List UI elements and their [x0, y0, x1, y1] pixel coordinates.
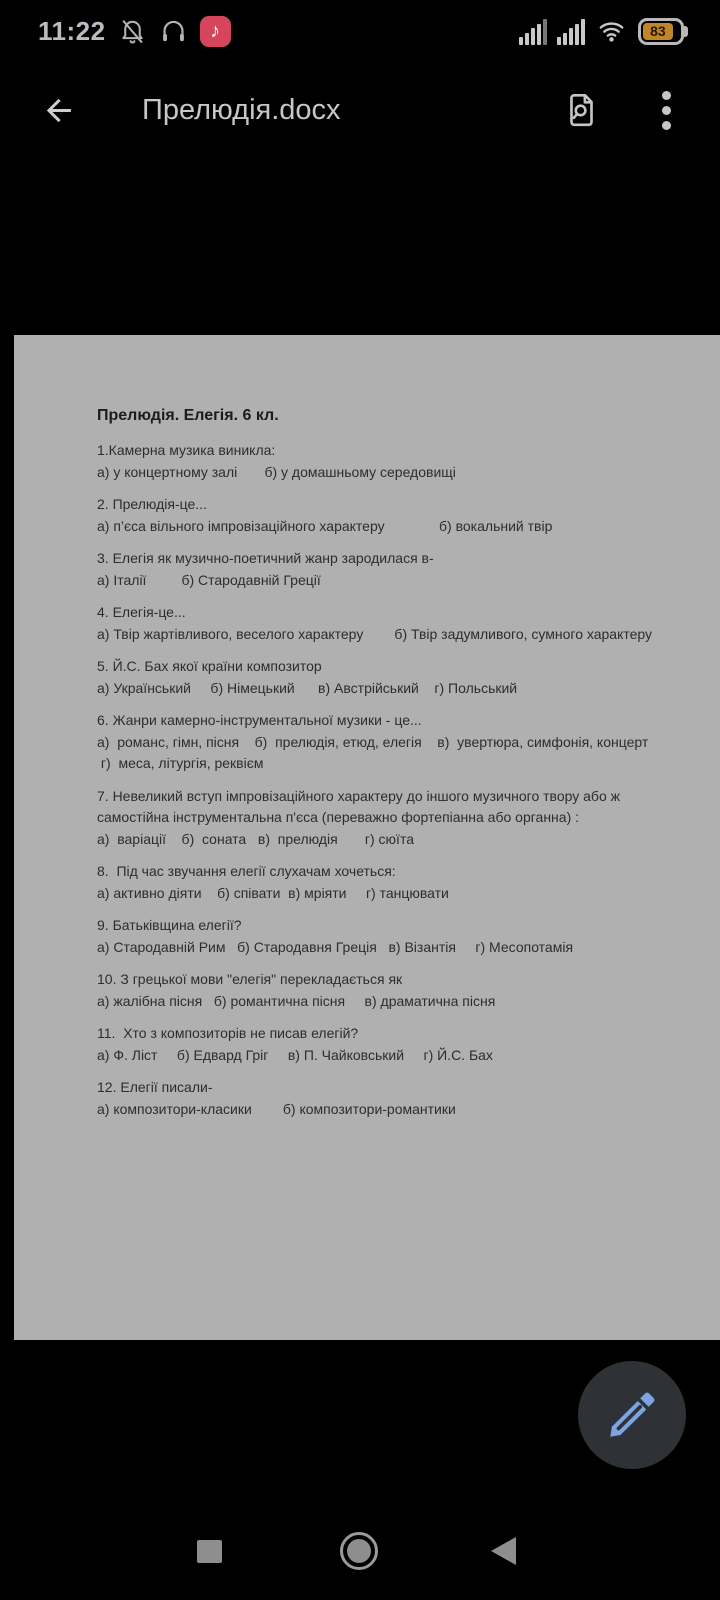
question-10 — [97, 969, 690, 1012]
android-nav-bar — [0, 1500, 720, 1600]
dot — [662, 106, 671, 115]
question-text: 6. Жанри камерно-інструментальної музики - це... — [97, 712, 422, 728]
headphones-icon — [159, 17, 188, 46]
music-note-glyph: ♪ — [210, 19, 221, 42]
battery-icon — [638, 18, 688, 45]
answer-options: а) Стародавній Рим б) Стародавня Греція в) Візантія г) Месопотамія — [97, 938, 574, 955]
question-text: 1.Камерна музика виникла: — [97, 442, 276, 458]
answer-options: а) п’єса вільного імпровізаційного характеру б) вокальний твір — [97, 517, 553, 534]
answer-options: а) активно діяти б) співати в) мріяти г) танцювати — [97, 884, 449, 901]
question-text: 5. Й.С. Бах якої країни композитор — [97, 658, 322, 674]
answer-options: а) романс, гімн, пісня б) прелюдія, етюд, елегія в) увертюра, симфонія, концерт — [97, 733, 649, 750]
edit-fab[interactable] — [578, 1361, 686, 1469]
dot — [662, 121, 671, 130]
question-text: 7. Невеликий вступ імпровізаційного характеру до іншого музичного твору або ж — [97, 787, 620, 804]
arrow-left-icon — [41, 93, 76, 128]
answer-options: а) композитори-класики б) композитори-романтики — [97, 1100, 456, 1117]
overflow-menu-button[interactable] — [658, 87, 675, 134]
pencil-icon — [603, 1386, 661, 1444]
dot — [662, 91, 671, 100]
question-6 — [97, 710, 690, 775]
question-text: 2. Прелюдія-це... — [97, 496, 207, 512]
answer-options: а) Італії б) Стародавній Греції — [97, 571, 321, 588]
status-bar — [0, 8, 720, 54]
page-title: Прелюдія.docx — [142, 93, 341, 126]
battery-body — [638, 18, 684, 45]
question-12 — [97, 1077, 690, 1120]
question-9 — [97, 915, 690, 958]
question-text: 9. Батьківщина елегії? — [97, 917, 242, 933]
question-3 — [97, 548, 690, 591]
question-text: самостійна інструментальна п'єса (переважно фортепіанна або органна) : — [97, 809, 580, 825]
status-bar-left — [38, 16, 231, 47]
recents-button[interactable] — [197, 1540, 222, 1563]
wifi-icon — [595, 17, 628, 45]
home-button[interactable] — [340, 1532, 378, 1570]
question-2 — [97, 494, 690, 537]
find-in-document-button[interactable] — [563, 90, 600, 130]
question-text: 3. Елегія як музично-поетичний жанр зародилася в- — [97, 550, 434, 566]
question-7 — [97, 786, 690, 851]
battery-terminal — [684, 26, 688, 37]
answer-options: а) жалібна пісня б) романтична пісня в) драматична пісня — [97, 992, 496, 1009]
document-heading: Прелюдія. Елегія. 6 кл. — [97, 407, 279, 424]
search-document-icon — [563, 90, 600, 130]
nav-back-button[interactable] — [491, 1537, 516, 1565]
question-text: 8. Під час звучання елегії слухачам хочеться: — [97, 863, 396, 879]
cellular-signal-sim1-icon — [519, 18, 547, 45]
cellular-signal-sim2-icon — [557, 18, 585, 45]
question-8 — [97, 861, 690, 904]
status-bar-right — [519, 17, 688, 45]
battery-level: 83 — [643, 23, 673, 40]
tiktok-notification-icon — [200, 16, 231, 47]
document-page[interactable] — [14, 335, 720, 1340]
question-4 — [97, 602, 690, 645]
question-text: 12. Елегії писали- — [97, 1079, 213, 1095]
question-5 — [97, 656, 690, 699]
question-text: 10. З грецької мови "елегія" перекладається як — [97, 971, 403, 987]
question-1 — [97, 440, 690, 483]
question-text: 11. Хто з композиторів не писав елегій? — [97, 1025, 359, 1041]
answer-options: а) Твір жартівливого, веселого характеру б) Твір задумливого, сумного характеру — [97, 625, 653, 642]
answer-options: а) варіації б) соната в) прелюдія г) сюїта — [97, 830, 414, 847]
answer-options: а) Український б) Німецький в) Австрійський г) Польський — [97, 679, 518, 696]
answer-options: а) у концертному залі б) у домашньому середовищі — [97, 463, 456, 480]
app-bar — [0, 75, 720, 145]
answer-options: а) Ф. Ліст б) Едвард Гріг в) П. Чайковський г) Й.С. Бах — [97, 1046, 493, 1063]
back-button[interactable] — [40, 92, 76, 128]
notifications-muted-icon — [118, 17, 147, 46]
home-circle-icon — [347, 1539, 371, 1563]
question-text: 4. Елегія-це... — [97, 604, 186, 620]
question-11 — [97, 1023, 690, 1066]
answer-options: г) меса, літургія, реквієм — [97, 755, 264, 771]
clock: 11:22 — [38, 15, 106, 46]
